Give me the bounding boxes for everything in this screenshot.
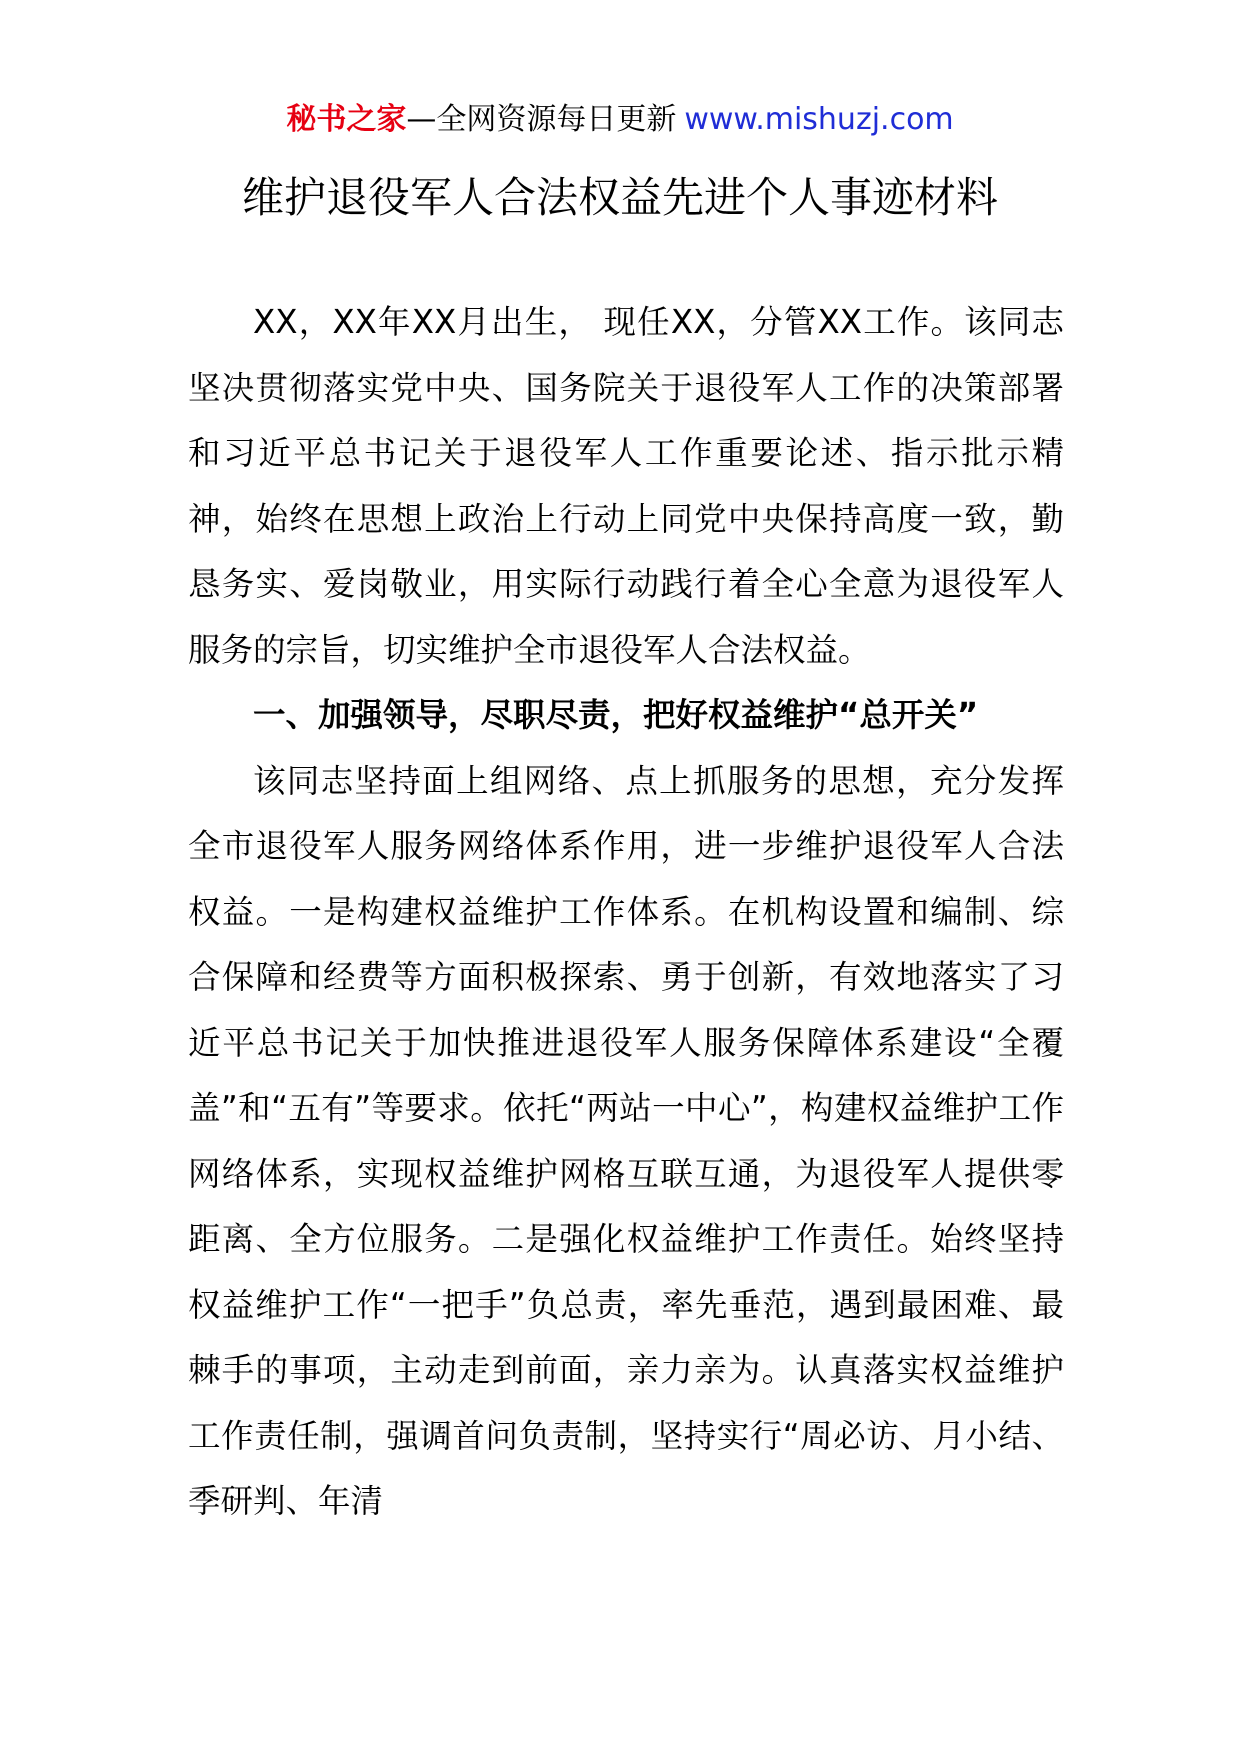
document-title: 维护退役军人合法权益先进个人事迹材料: [241, 173, 998, 222]
site-url-link[interactable]: www.mishuzj.com: [684, 102, 954, 137]
body-paragraph: 该同志坚持面上组网络、点上抓服务的思想，充分发挥全市退役军人服务网络体系作用，进一步维护退役军人合法权益。一是构建权益维护工作体系。在机构设置和编制、综合保障和经费等方面积极探索、勇于创新，有效地落实了习近平总书记关于加快推进退役军人服务保障体系建设“全覆盖”和“五有”等要求。依托“两站一中心”，构建权益维护工作网络体系，实现权益维护网格互联互通，为退役军人提供零距离、全方位服务。二是强化权益维护工作责任。始终坚持权益维护工作“一把手”负总责，率先垂范，遇到最困难、最棘手的事项，主动走到前面，亲力亲为。认真落实权益维护工作责任制，强调首问负责制，坚持实行“周必访、月小结、季研判、年清: [188, 761, 1064, 1520]
site-tagline: —全网资源每日更新: [406, 102, 677, 137]
intro-paragraph: XX，XX年XX月出生， 现任XX，分管XX工作。该同志坚决贯彻落实党中央、国务院关于退役军人工作的决策部署和习近平总书记关于退役军人工作重要论述、指示批示精神，始终在思想上政治上行动上同党中央保持高度一致，勤恳务实、爱岗敬业，用实际行动践行着全心全意为退役军人服务的宗旨，切实维护全市退役军人合法权益。: [188, 303, 1064, 669]
site-brand-name: 秘书之家: [286, 102, 407, 137]
site-banner: [0, 100, 1240, 140]
section-heading: 一、加强领导，尽职尽责，把好权益维护“总开关”: [253, 696, 979, 734]
document-body: [188, 290, 1064, 1535]
